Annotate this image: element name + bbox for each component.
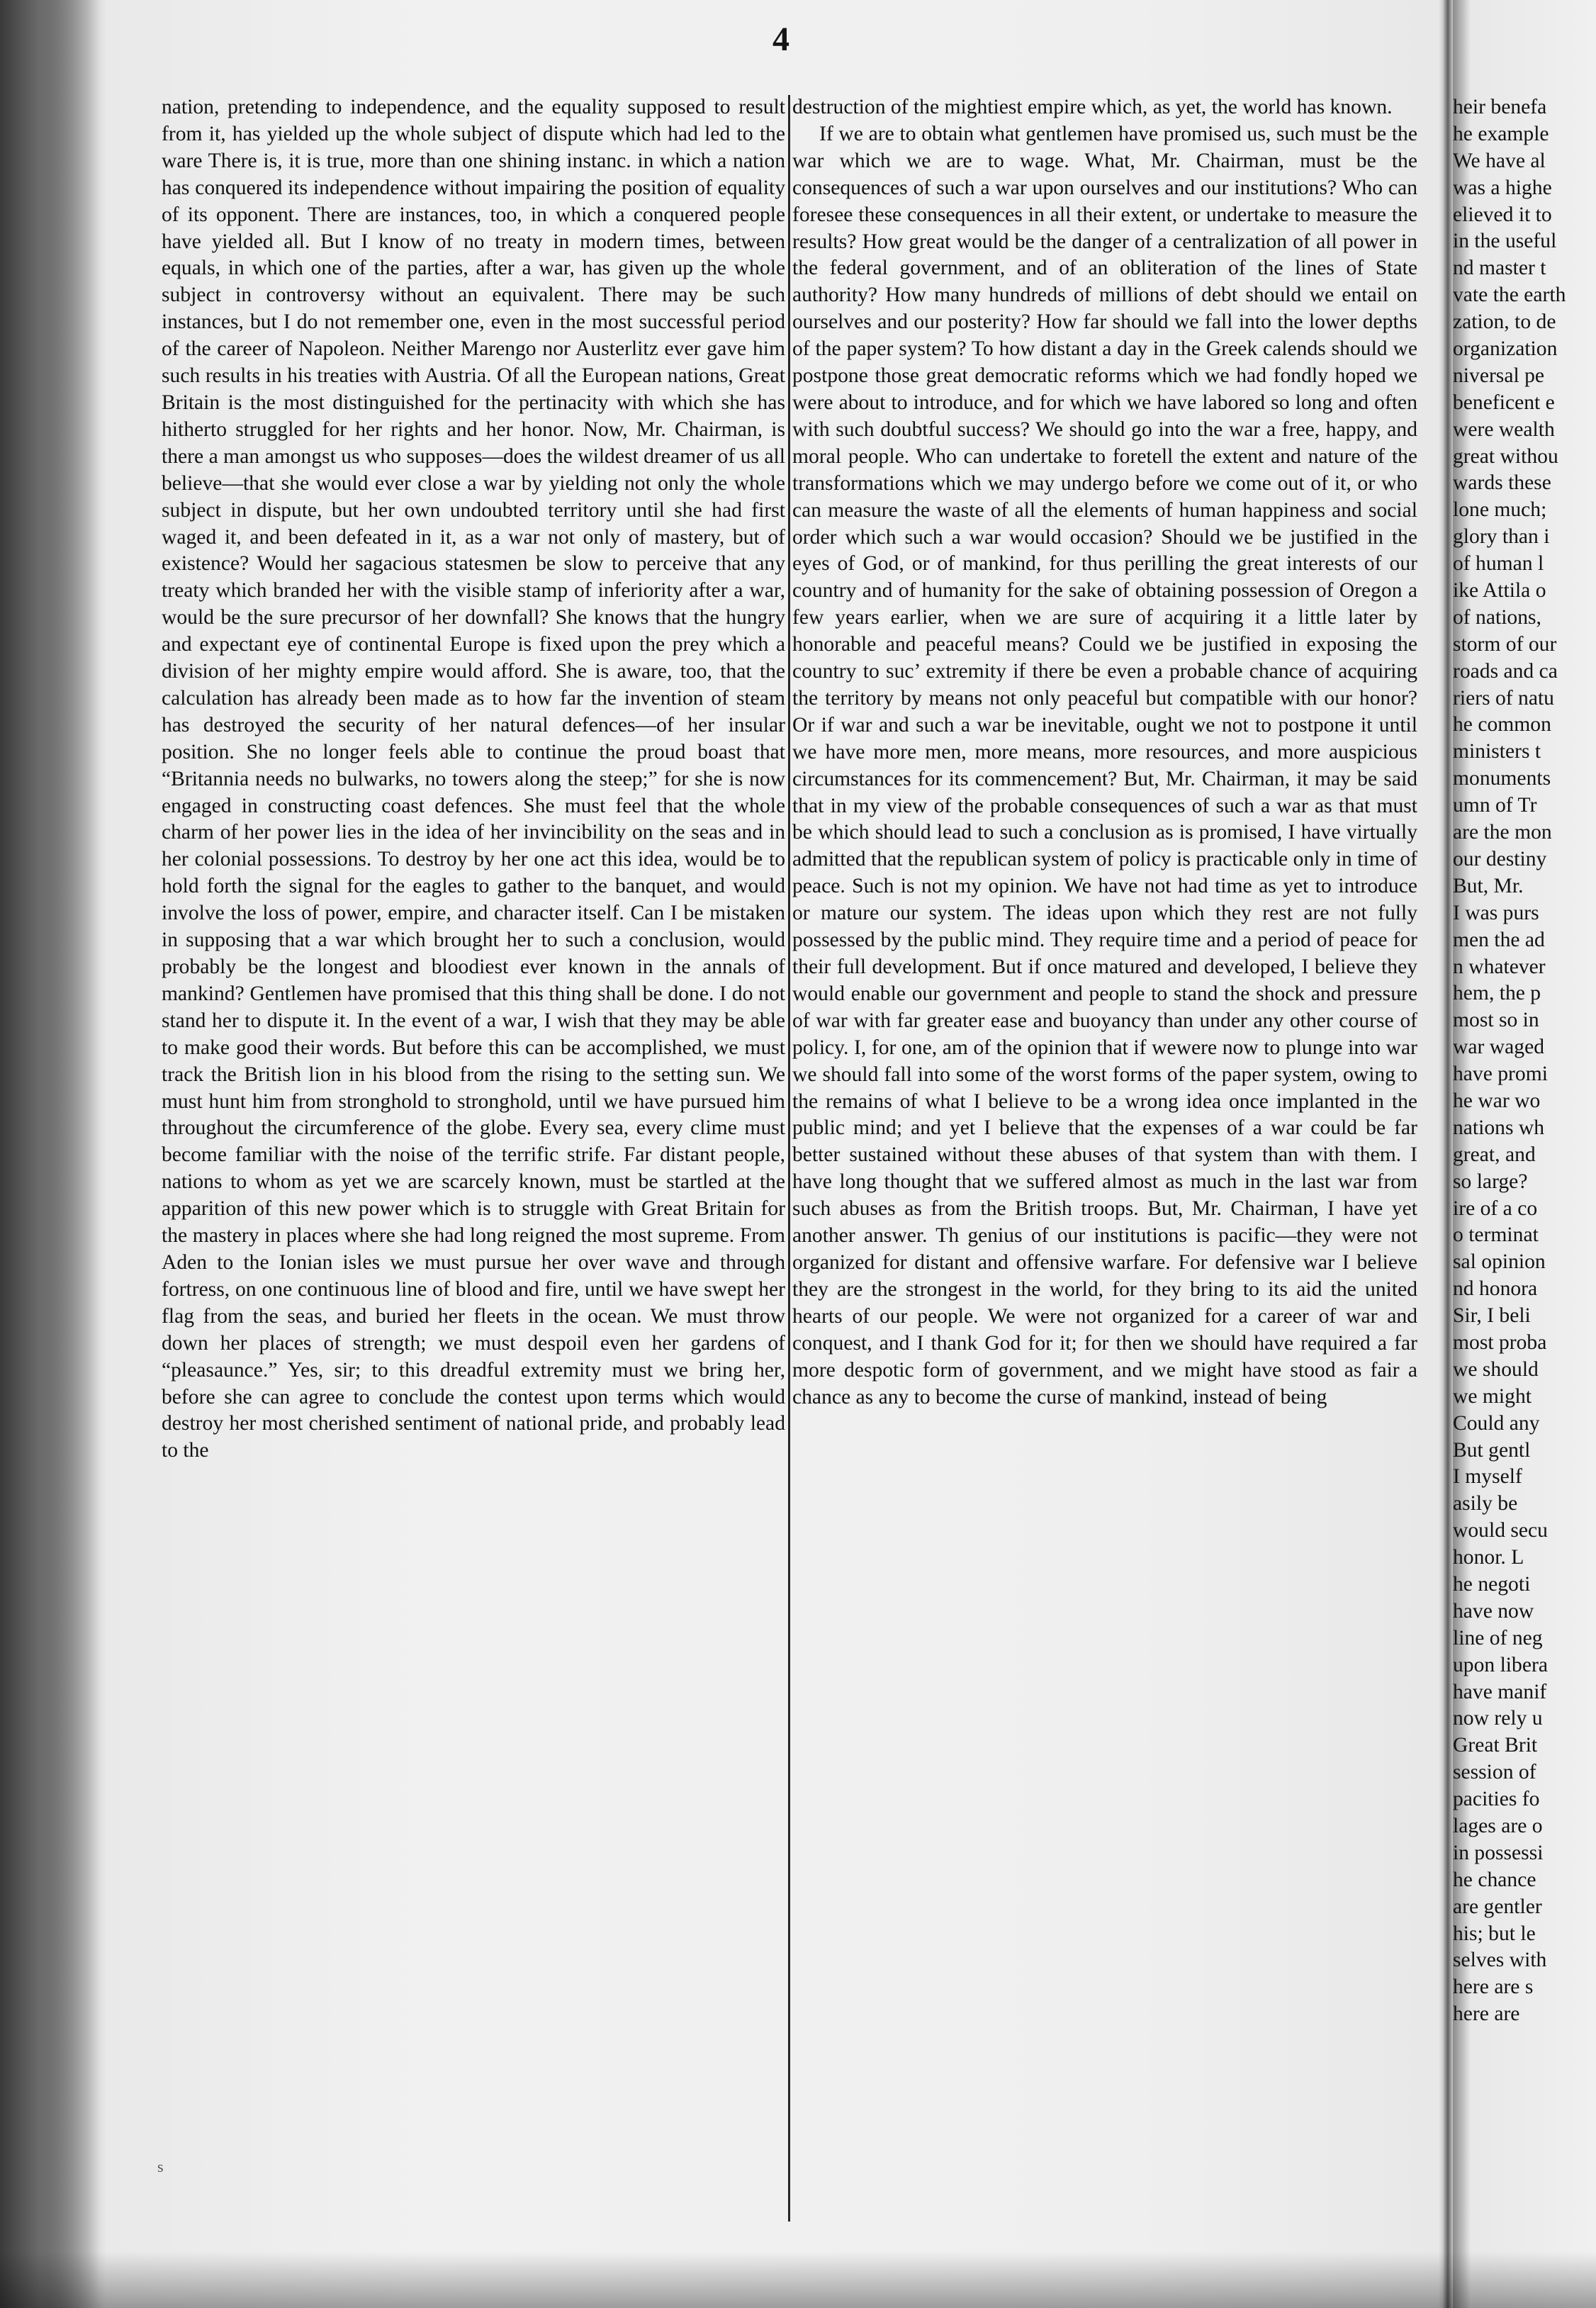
article-column-right-cropped xyxy=(1453,94,1596,2028)
column-right-line: he example xyxy=(1453,122,1549,145)
column-right-line: I was purs xyxy=(1453,901,1539,924)
column-divider xyxy=(788,95,790,2222)
page-number: 4 xyxy=(772,21,789,58)
column-right-line: vate the earth xyxy=(1453,284,1566,307)
column-right-line: umn of Tr xyxy=(1453,794,1537,817)
column-right-line: great withou xyxy=(1453,444,1558,468)
column-middle-paragraph-2: If we are to obtain what gentlemen have promised us, such must be the war which we are to wage. What, Mr. Chairman, must be the consequences of such a war upon ourselves and our institutions? Who can foresee these consequences in all their extent, or undertake to measure the results? How great would be the danger of a centralization of all power in the federal government, and of an obliteration of the lines of State authority? How many hundreds of millions of debt should we entail on ourselves and our posterity? How far should we fall into the lower depths of the paper system? To how distant a day in the Greek calends should we postpone those great democratic reforms which we had fondly hoped we were about to introduce, and for which we have labored so long and often with such doubtful success? We should go into the war a free, happy, and moral people. Who can undertake to foretell the extent and nature of the transformations which we may undergo before we come out of it, or who can measure the waste of all the elements of human happiness and social order which such a war would occasion? Should we be justified in the eyes of God, or of mankind, for thus perilling the great interests of our country and of humanity for the sake of obtaining possession of Oregon a few years earlier, when we are sure of acquiring it a little later by honorable and peaceful means? Could we be justified in exposing the country to suc’ extremity if there be even a probable chance of acquiring the territory by means not only peaceful but compatible with our honor? Or if war and such a war be inevitable, ought we not to postpone it until we have more men, more means, more resources, and more auspicious circumstances for its commencement? But, Mr. Chairman, it may be said that in my view of the probable consequences of such a war as that must be which should lead to such a conclusion as is promised, I have virtually admitted that the republican system of policy is practicable only in time of peace. Such is not my opinion. We have not had time as yet to introduce or mature our system. The ideas upon which they rest are not fully possessed by the public mind. They require time and a period of peace for their full development. But if once matured and developed, I believe they would enable our government and people to stand the shock and pressure of war with far greater ease and buoyancy than under any other course of policy. I, for one, am of the opinion that if wewere now to plunge into war we should fall into some of the worst forms of the paper system, owing to the remains of what I believe to be a wrong idea once implanted in the public mind; and yet I believe that the expenses of a war could be far better sustained without these abuses of that system than with them. I have long thought that we suffered almost as much in the last war from such abuses as from the British troops. But, Mr. Chairman, I have yet another answer. Th genius of our institutions is pacific—they were not organized for distant and offensive warfare. For defensive war I believe they are the strongest in the world, for they bring to its aid the united hearts of our people. We were not organized for a career of war and conquest, and I thank God for it; for then we should have required a far more despotic form of government, and we might have stood as fair a chance as any to become the curse of mankind, instead of being xyxy=(792,122,1417,1408)
page-edge-shadow xyxy=(0,0,99,2308)
article-column-middle xyxy=(792,94,1417,1411)
page-bottom-shadow xyxy=(0,2251,1596,2308)
column-right-line: are the mon xyxy=(1453,821,1552,844)
column-right-line: upon libera xyxy=(1453,1653,1548,1676)
column-right-line: line of neg xyxy=(1453,1626,1543,1649)
column-right-line: our destiny xyxy=(1453,847,1547,870)
column-right-line: organization xyxy=(1453,337,1558,361)
stray-margin-mark: s xyxy=(157,2158,164,2175)
column-right-line: here are xyxy=(1453,2002,1520,2026)
column-right-line: he war wo xyxy=(1453,1089,1541,1112)
column-right-line: here are s xyxy=(1453,1976,1534,1999)
column-right-line: in possessi xyxy=(1453,1841,1544,1864)
column-right-line: have promi xyxy=(1453,1063,1548,1086)
column-right-line: ministers t xyxy=(1453,740,1541,763)
column-right-line: we might xyxy=(1453,1384,1532,1408)
column-right-line: riers of natu xyxy=(1453,686,1554,710)
column-right-line: o terminat xyxy=(1453,1223,1539,1247)
column-right-line: are gentler xyxy=(1453,1895,1542,1918)
column-right-line: nations wh xyxy=(1453,1116,1545,1139)
column-right-line: asily be xyxy=(1453,1492,1518,1516)
column-right-line: honor. L xyxy=(1453,1546,1524,1569)
column-right-line: sal opinion xyxy=(1453,1250,1546,1274)
column-right-line: roads and ca xyxy=(1453,659,1558,683)
column-right-line: ire of a co xyxy=(1453,1197,1538,1220)
column-right-line: was a highe xyxy=(1453,176,1552,199)
column-right-line: of nations, xyxy=(1453,605,1541,629)
column-right-line: have now xyxy=(1453,1599,1534,1623)
column-middle-paragraph-1: destruction of the mightiest empire which, as yet, the world has known. xyxy=(792,96,1393,118)
column-right-line: hem, the p xyxy=(1453,982,1541,1005)
column-right-line: his; but le xyxy=(1453,1922,1536,1945)
column-right-line: pacities fo xyxy=(1453,1788,1540,1811)
column-right-line: most proba xyxy=(1453,1331,1547,1354)
column-right-line: elieved it to xyxy=(1453,203,1552,226)
column-right-line: men the ad xyxy=(1453,928,1545,951)
column-right-line: we should xyxy=(1453,1357,1539,1381)
column-right-line: lone much; xyxy=(1453,498,1547,522)
column-right-line: now rely u xyxy=(1453,1707,1543,1730)
column-right-line: wards these xyxy=(1453,471,1551,495)
page-fold-gutter xyxy=(1443,0,1453,2308)
column-right-line: zation, to de xyxy=(1453,310,1556,334)
column-right-line: were wealth xyxy=(1453,418,1555,441)
column-right-line: monuments xyxy=(1453,767,1551,790)
column-right-line: beneficent e xyxy=(1453,391,1555,414)
column-right-line: nd master t xyxy=(1453,257,1546,280)
column-right-line: We have al xyxy=(1453,149,1546,172)
column-right-line: But, Mr. xyxy=(1453,874,1524,897)
column-right-line: n whatever xyxy=(1453,955,1546,978)
column-right-line: lages are o xyxy=(1453,1815,1543,1837)
column-right-line: most so in xyxy=(1453,1009,1539,1032)
column-right-line: Great Brit xyxy=(1453,1734,1538,1757)
column-right-line: I myself xyxy=(1453,1465,1522,1489)
column-right-line: niversal pe xyxy=(1453,364,1545,387)
column-right-line: glory than i xyxy=(1453,525,1550,549)
column-right-line: storm of our xyxy=(1453,632,1557,656)
column-right-line: in the useful xyxy=(1453,230,1557,253)
column-right-line: so large? xyxy=(1453,1170,1528,1193)
column-right-line: Could any xyxy=(1453,1411,1540,1435)
column-right-line: he chance xyxy=(1453,1868,1536,1891)
column-right-line: great, and xyxy=(1453,1143,1536,1166)
column-right-line: heir benefa xyxy=(1453,96,1547,118)
column-right-line: But gentl xyxy=(1453,1438,1531,1462)
column-right-line: he common xyxy=(1453,713,1551,736)
column-right-line: ike Attila o xyxy=(1453,579,1546,603)
column-right-line: war waged xyxy=(1453,1036,1544,1059)
column-right-line: would secu xyxy=(1453,1519,1548,1542)
article-column-left xyxy=(162,94,785,1464)
column-right-line: session of xyxy=(1453,1761,1536,1784)
column-right-line: of human l xyxy=(1453,552,1544,576)
column-right-line: Sir, I beli xyxy=(1453,1304,1531,1328)
column-left-text: nation, pretending to independence, and the equality supposed to result from it, has yielded up the whole subject of dispute which had led to the ware There is, it is true, more than one shining instanc. in which a nation has conquered its independence without impairing the position of equality of its opponent. There are instances, too, in which a conquered people have yielded all. But I know of no treaty in modern times, between equals, in which one of the parties, after a war, has given up the whole subject in controversy without an equivalent. There may be such instances, but I do not remember one, even in the most successful period of the career of Napoleon. Neither Marengo nor Austerlitz ever gave him such results in his treaties with Austria. Of all the European nations, Great Britain is the most distinguished for the pertinacity with which she has hitherto struggled for her rights and her honor. Now, Mr. Chairman, is there a man amongst us who supposes—does the wildest dreamer of us all believe—that she would ever close a war by yielding not only the whole subject in dispute, but her own undoubted territory until she had first waged it, and been defeated in it, as a war not only of mastery, but of existence? Would her sagacious statesmen be slow to perceive that any treaty which branded her with the visible stamp of inferiority after a war, would be the sure precursor of her downfall? She knows that the hungry and expectant eye of continental Europe is fixed upon the prey which a division of her mighty empire would afford. She is aware, too, that the calculation has already been made as to how far the invention of steam has destroyed the security of her natural defences—of her insular position. She no longer feels able to continue the proud boast that “Britannia needs no bulwarks, no towers along the steep;” for she is now engaged in constructing coast defences. She must feel that the whole charm of her power lies in the idea of her invincibility on the seas and in her colonial possessions. To destroy by her one act this idea, would be to hold forth the signal for the eagles to gather to the banquet, and would involve the loss of power, empire, and character itself. Can I be mistaken in supposing that a war which brought her to such a conclusion, would probably be the longest and bloodiest ever known in the annals of mankind? Gentlemen have promised that this thing shall be done. I do not stand her to dispute it. In the event of a war, I wish that they may be able to make good their words. But before this can be accomplished, we must track the British lion in his blood from the rising to the setting sun. We must hunt him from stronghold to stronghold, until we have pursued him throughout the circumference of the globe. Every sea, every clime must become familiar with the noise of the terrific strife. Far distant people, nations to whom as yet we are scarcely known, must be startled at the apparition of this new power which is to struggle with Great Britain for the mastery in places where she had long reigned the most supreme. From Aden to the Ionian isles we must pursue her over wave and through fortress, on one continuous line of blood and fire, until we have swept her flag from the seas, and buried her fleets in the ocean. We must throw down her places of strength; we must despoil even her gardens of “pleasaunce.” Yes, sir; to this dreadful extremity must we bring her, before she can agree to conclude the contest upon terms which would destroy her most cherished sentiment of national pride, and probably lead to the xyxy=(162,96,785,1462)
column-right-line: he negoti xyxy=(1453,1572,1531,1596)
column-right-line: selves with xyxy=(1453,1949,1547,1972)
column-right-line: nd honora xyxy=(1453,1277,1538,1301)
column-right-line: have manif xyxy=(1453,1680,1547,1703)
